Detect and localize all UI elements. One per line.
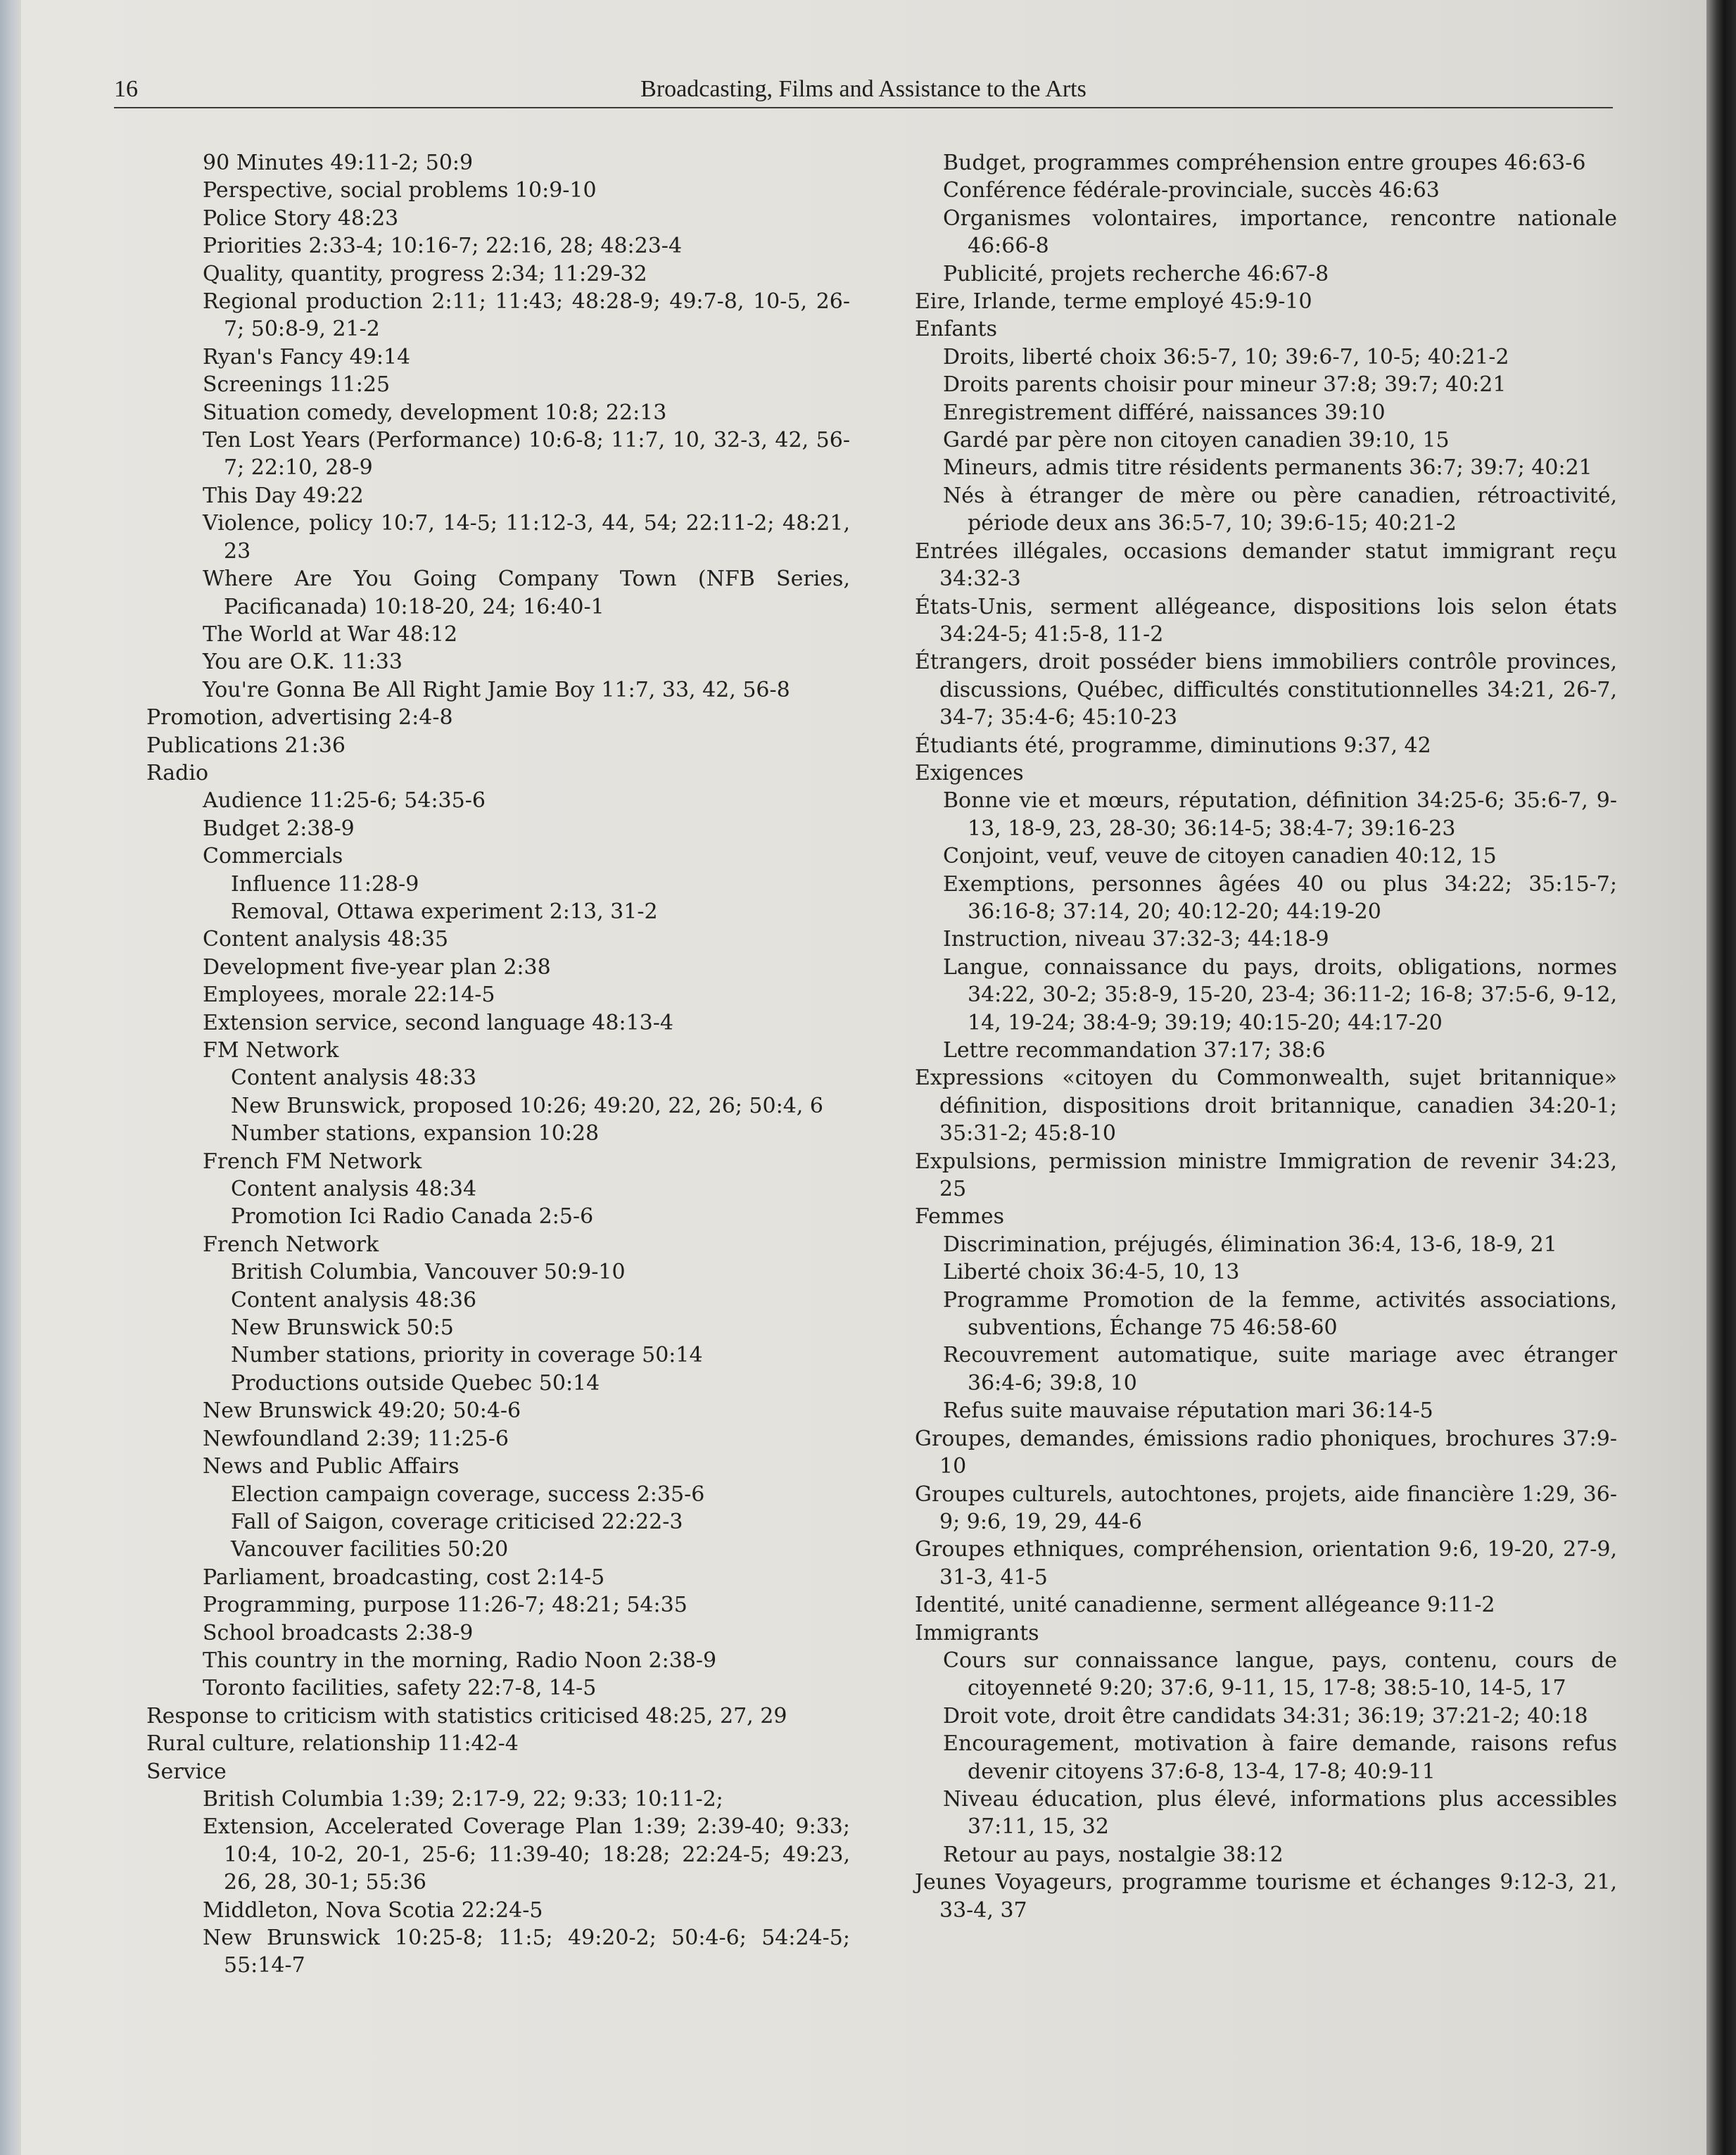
index-entry: Discrimination, préjugés, élimination 36:4, 13-6, 18-9, 21 — [943, 1232, 1557, 1257]
index-entry: Extension service, second language 48:13-4 — [203, 1010, 673, 1035]
index-entry: FM Network — [203, 1038, 339, 1063]
index-entry: Number stations, priority in coverage 50:14 — [231, 1343, 703, 1368]
index-entry: Content analysis 48:34 — [231, 1177, 477, 1202]
index-entry: Conjoint, veuf, veuve de citoyen canadien 40:12, 15 — [943, 844, 1497, 869]
index-entry: Content analysis 48:33 — [231, 1066, 477, 1091]
index-entry: Newfoundland 2:39; 11:25-6 — [203, 1426, 509, 1451]
index-entry: Niveau éducation, plus élevé, informations plus accessibles 37:11, 15, 32 — [943, 1786, 1617, 1840]
index-entry: Entrées illégales, occasions demander statut immigrant reçu 34:32-3 — [915, 538, 1617, 592]
index-column-left — [146, 149, 850, 1980]
index-entry: Nés à étranger de mère ou père canadien, rétroactivité, période deux ans 36:5-7, 10; 39:6-15; 40:21-2 — [943, 483, 1617, 536]
index-entry: Parliament, broadcasting, cost 2:14-5 — [203, 1565, 605, 1590]
index-entry: Lettre recommandation 37:17; 38:6 — [943, 1038, 1326, 1063]
index-entry: British Columbia, Vancouver 50:9-10 — [231, 1260, 626, 1285]
index-entry: Programme Promotion de la femme, activités associations, subventions, Échange 75 46:58-60 — [943, 1287, 1617, 1341]
index-entry: School broadcasts 2:38-9 — [203, 1620, 474, 1645]
index-entry: Enregistrement différé, naissances 39:10 — [943, 400, 1386, 425]
index-entry: Vancouver facilities 50:20 — [231, 1537, 509, 1562]
index-entry: Middleton, Nova Scotia 22:24-5 — [203, 1897, 543, 1923]
index-entry: Budget 2:38-9 — [203, 816, 355, 841]
index-entry: Immigrants — [915, 1620, 1039, 1645]
index-entry: Langue, connaissance du pays, droits, obligations, normes 34:22, 30-2; 35:8-9, 15-20, 23-4; 36:11-2; 16-8; 37:5-6, 9-12, 14, 19-24; 38:4-9; 39:19; 40:15-20; 44:17-20 — [943, 954, 1617, 1035]
index-entry: The World at War 48:12 — [203, 621, 458, 647]
index-entry: Productions outside Quebec 50:14 — [231, 1370, 600, 1396]
index-entry: États-Unis, serment allégeance, dispositions lois selon états 34:24-5; 41:5-8, 11-2 — [915, 594, 1617, 647]
index-entry: Where Are You Going Company Town (NFB Series, Pacificanada) 10:18-20, 24; 16:40-1 — [203, 567, 850, 619]
index-entry: Ryan's Fancy 49:14 — [203, 344, 411, 369]
index-entry: Mineurs, admis titre résidents permanents 36:7; 39:7; 40:21 — [943, 455, 1592, 481]
index-entry: You are O.K. 11:33 — [203, 650, 403, 675]
book-spine-shadow — [1706, 0, 1736, 2155]
index-entry: Situation comedy, development 10:8; 22:13 — [203, 400, 667, 425]
index-entry: Police Story 48:23 — [203, 206, 399, 231]
index-entry: Extension, Accelerated Coverage Plan 1:39; 2:39-40; 9:33; 10:4, 10-2, 20-1, 25-6; 11:39-40; 18:28; 22:24-5; 49:23, 26, 28, 30-1; 55:36 — [203, 1814, 850, 1895]
index-entry: Violence, policy 10:7, 14-5; 11:12-3, 44, 54; 22:11-2; 48:21, 23 — [203, 511, 850, 564]
index-entry: Perspective, social problems 10:9-10 — [203, 178, 597, 203]
index-entry: Quality, quantity, progress 2:34; 11:29-32 — [203, 261, 647, 286]
index-entry: Influence 11:28-9 — [231, 871, 419, 897]
index-entry: Groupes, demandes, émissions radio phoniques, brochures 37:9-10 — [915, 1426, 1617, 1479]
index-entry: Organismes volontaires, importance, rencontre nationale 46:66-8 — [943, 206, 1617, 259]
index-entry: Exemptions, personnes âgées 40 ou plus 34:22; 35:15-7; 36:16-8; 37:14, 20; 40:12-20; 44:19-20 — [943, 871, 1617, 924]
index-entry: Exigences — [915, 760, 1024, 785]
index-entry: British Columbia 1:39; 2:17-9, 22; 9:33; 10:11-2; — [203, 1786, 723, 1812]
index-entry: 90 Minutes 49:11-2; 50:9 — [203, 151, 474, 175]
index-entry: Expulsions, permission ministre Immigration de revenir 34:23, 25 — [915, 1149, 1617, 1202]
index-entry: You're Gonna Be All Right Jamie Boy 11:7, 33, 42, 56-8 — [203, 677, 790, 702]
index-entry: Publications 21:36 — [146, 733, 346, 758]
index-entry: Jeunes Voyageurs, programme tourisme et échanges 9:12-3, 21, 33-4, 37 — [915, 1870, 1617, 1923]
index-entry: Audience 11:25-6; 54:35-6 — [203, 788, 486, 814]
index-entry: French Network — [203, 1232, 379, 1257]
running-title: Broadcasting, Films and Assistance to the Arts — [640, 76, 1086, 102]
index-entry: Cours sur connaissance langue, pays, contenu, cours de citoyenneté 9:20; 37:6, 9-11, 15, 17-8; 38:5-10, 14-5, 17 — [943, 1648, 1617, 1701]
page-number: 16 — [114, 76, 138, 102]
index-entry: Commercials — [203, 844, 343, 869]
index-entry: Removal, Ottawa experiment 2:13, 31-2 — [231, 899, 658, 924]
index-entry: Expressions «citoyen du Commonwealth, sujet britannique» définition, dispositions droit britannique, canadien 34:20-1; 35:31-2; 45:8-10 — [915, 1066, 1617, 1146]
index-entry: Toronto facilities, safety 22:7-8, 14-5 — [203, 1676, 597, 1701]
index-entry: Retour au pays, nostalgie 38:12 — [943, 1842, 1284, 1867]
index-entry: Étudiants été, programme, diminutions 9:37, 42 — [915, 733, 1431, 758]
index-entry: Content analysis 48:36 — [231, 1287, 477, 1313]
index-entry: Election campaign coverage, success 2:35-6 — [231, 1481, 705, 1507]
index-entry: Screenings 11:25 — [203, 372, 391, 398]
index-entry: Promotion Ici Radio Canada 2:5-6 — [231, 1204, 594, 1230]
index-entry: New Brunswick, proposed 10:26; 49:20, 22, 26; 50:4, 6 — [231, 1093, 823, 1118]
index-entry: Recouvrement automatique, suite mariage avec étranger 36:4-6; 39:8, 10 — [943, 1343, 1617, 1396]
index-entry: Liberté choix 36:4-5, 10, 13 — [943, 1260, 1240, 1285]
running-header — [114, 76, 1613, 108]
index-entry: Identité, unité canadienne, serment allégeance 9:11-2 — [915, 1593, 1495, 1618]
index-entry: This country in the morning, Radio Noon 2:38-9 — [203, 1648, 717, 1673]
index-entry: Publicité, projets recherche 46:67-8 — [943, 261, 1329, 286]
index-entry: Groupes culturels, autochtones, projets, aide financière 1:29, 36-9; 9:6, 19, 29, 44-6 — [915, 1481, 1617, 1534]
index-entry: New Brunswick 50:5 — [231, 1315, 454, 1341]
index-entry: New Brunswick 10:25-8; 11:5; 49:20-2; 50:4-6; 54:24-5; 55:14-7 — [203, 1926, 850, 1978]
index-entry: Number stations, expansion 10:28 — [231, 1121, 600, 1146]
index-entry: Groupes ethniques, compréhension, orientation 9:6, 19-20, 27-9, 31-3, 41-5 — [915, 1537, 1617, 1590]
index-entry: Radio — [146, 760, 209, 785]
index-entry: Service — [146, 1759, 227, 1784]
left-page-edge — [0, 0, 21, 2155]
index-entry: Instruction, niveau 37:32-3; 44:18-9 — [943, 927, 1329, 952]
index-entry: Budget, programmes compréhension entre groupes 46:63-6 — [943, 151, 1586, 175]
index-entry: Content analysis 48:35 — [203, 927, 449, 952]
index-entry: Droits parents choisir pour mineur 37:8; 39:7; 40:21 — [943, 372, 1507, 398]
index-entry: Droits, liberté choix 36:5-7, 10; 39:6-7, 10-5; 40:21-2 — [943, 344, 1509, 369]
index-entry: French FM Network — [203, 1149, 422, 1174]
index-entry: Programming, purpose 11:26-7; 48:21; 54:35 — [203, 1593, 688, 1618]
index-column-right — [915, 149, 1617, 1924]
index-entry: Eire, Irlande, terme employé 45:9-10 — [915, 289, 1312, 315]
index-entry: Ten Lost Years (Performance) 10:6-8; 11:7, 10, 32-3, 42, 56-7; 22:10, 28-9 — [203, 428, 850, 481]
index-entry: Encouragement, motivation à faire demande, raisons refus devenir citoyens 37:6-8, 13-4, 17-8; 40:9-11 — [943, 1731, 1617, 1784]
index-entry: Development five-year plan 2:38 — [203, 954, 551, 980]
index-entry: This Day 49:22 — [203, 483, 364, 508]
index-entry: Bonne vie et mœurs, réputation, définition 34:25-6; 35:6-7, 9-13, 18-9, 23, 28-30; 36:14-5; 38:4-7; 39:16-23 — [943, 788, 1617, 841]
index-entry: News and Public Affairs — [203, 1454, 460, 1479]
index-entry: New Brunswick 49:20; 50:4-6 — [203, 1398, 521, 1424]
index-entry: Refus suite mauvaise réputation mari 36:14-5 — [943, 1398, 1433, 1424]
index-entry: Rural culture, relationship 11:42-4 — [146, 1731, 519, 1757]
index-entry: Gardé par père non citoyen canadien 39:10, 15 — [943, 428, 1450, 453]
index-entry: Enfants — [915, 317, 997, 342]
index-entry: Response to criticism with statistics criticised 48:25, 27, 29 — [146, 1703, 787, 1729]
index-entry: Employees, morale 22:14-5 — [203, 982, 495, 1008]
index-entry: Conférence fédérale-provinciale, succès 46:63 — [943, 178, 1440, 203]
index-entry: Promotion, advertising 2:4-8 — [146, 705, 453, 731]
index-entry: Priorities 2:33-4; 10:16-7; 22:16, 28; 48:23-4 — [203, 234, 683, 259]
index-entry: Droit vote, droit être candidats 34:31; 36:19; 37:21-2; 40:18 — [943, 1703, 1588, 1729]
index-entry: Étrangers, droit posséder biens immobiliers contrôle provinces, discussions, Québec, difficultés constitutionnelles 34:21, 26-7, 34-7; 35:4-6; 45:10-23 — [915, 650, 1617, 731]
index-entry: Femmes — [915, 1204, 1004, 1230]
index-entry: Regional production 2:11; 11:43; 48:28-9; 49:7-8, 10-5, 26-7; 50:8-9, 21-2 — [203, 289, 850, 342]
index-entry: Fall of Saigon, coverage criticised 22:22-3 — [231, 1509, 683, 1534]
